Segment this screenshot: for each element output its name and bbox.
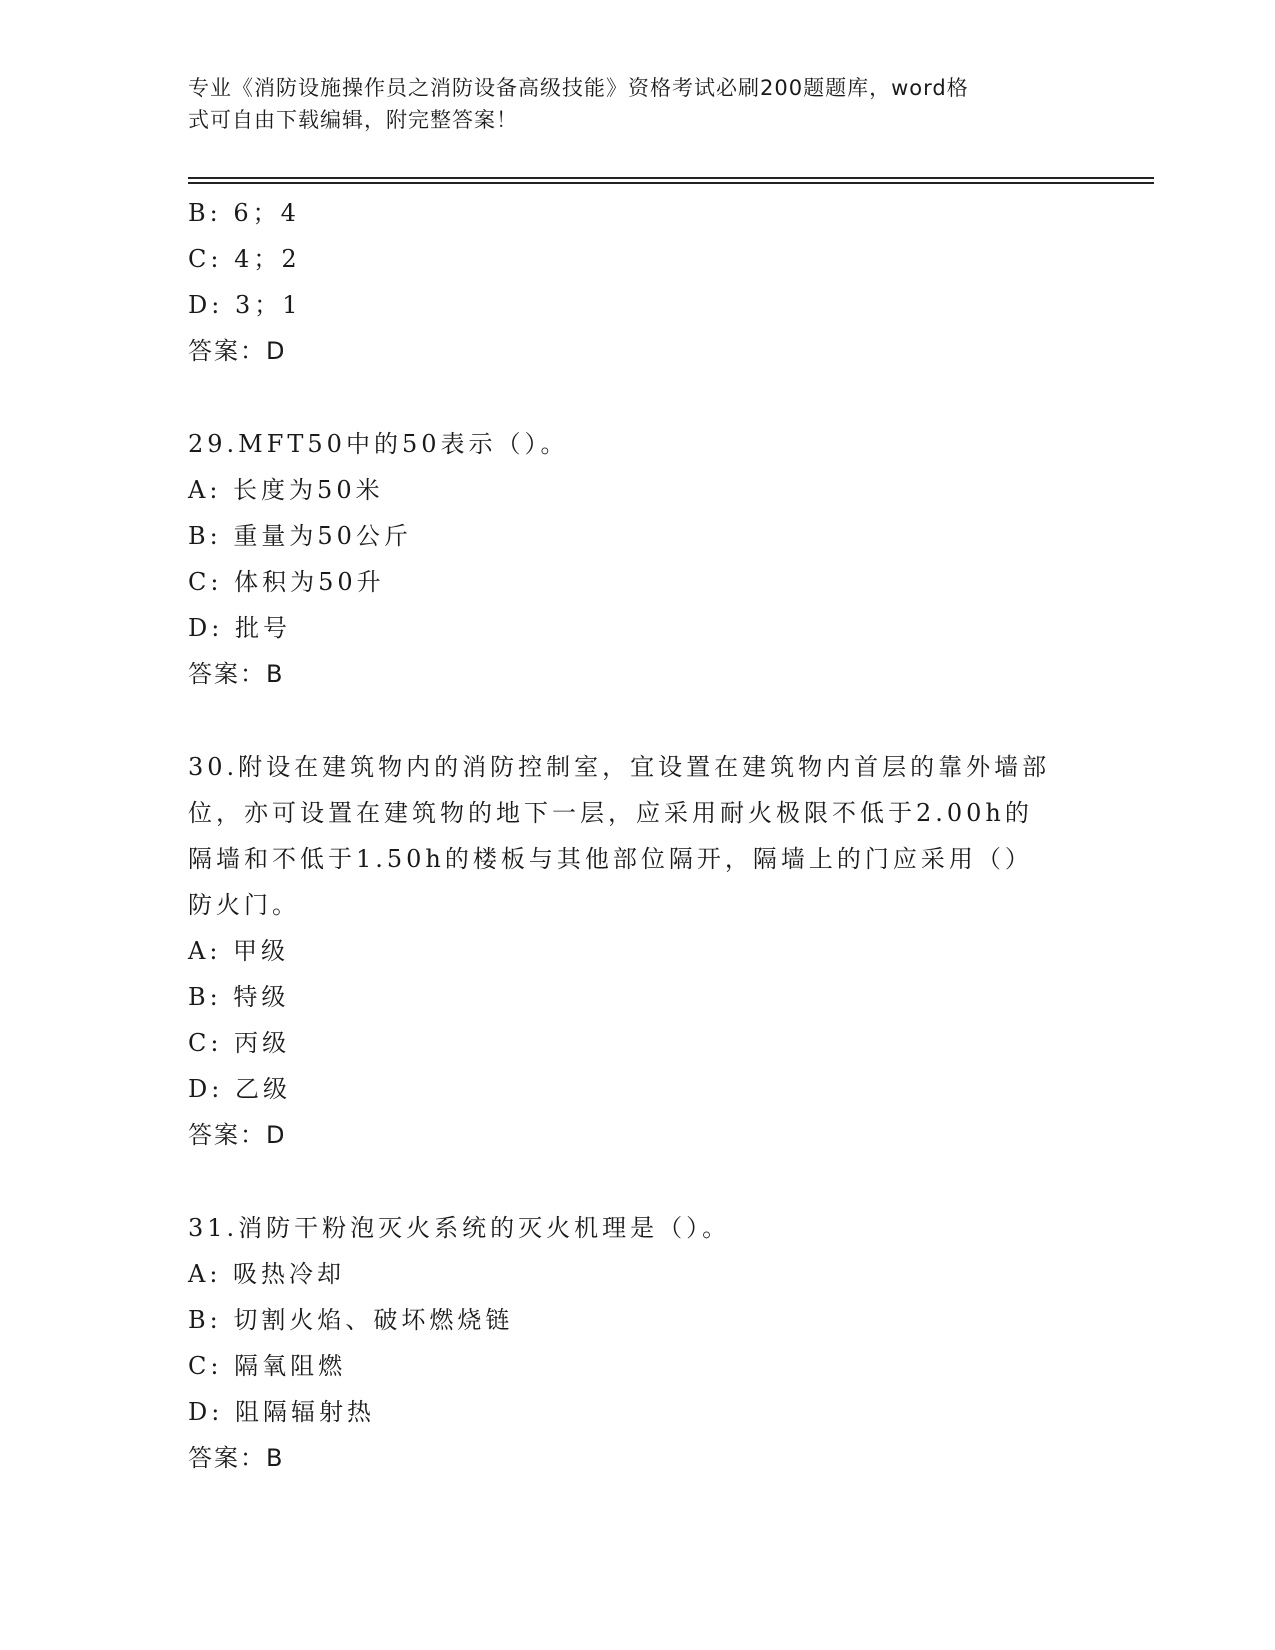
question-28-partial	[188, 190, 1088, 374]
option-a: A: 长度为50米	[188, 476, 384, 504]
question-list	[188, 190, 1088, 1481]
option-a: A: 吸热冷却	[188, 1260, 346, 1288]
question-text-line-2: 位，亦可设置在建筑物的地下一层，应采用耐火极限不低于2.00h的	[188, 799, 1033, 827]
question-text-line-3: 隔墙和不低于1.50h的楼板与其他部位隔开，隔墙上的门应采用（）	[188, 845, 1033, 873]
header-divider-top	[188, 177, 1154, 179]
answer: 答案：B	[188, 1444, 285, 1472]
option-c: C: 隔氧阻燃	[188, 1352, 347, 1380]
option-d: D: 3；1	[188, 291, 302, 319]
option-c: C: 4；2	[188, 245, 301, 273]
question-text: 31.消防干粉泡灭火系统的灭火机理是（）。	[188, 1214, 731, 1242]
option-c: C: 体积为50升	[188, 568, 385, 596]
question-text-line-4: 防火门。	[188, 891, 300, 919]
option-a: A: 甲级	[188, 937, 290, 965]
option-d: D: 乙级	[188, 1075, 291, 1103]
question-text: 29.MFT50中的50表示（）。	[188, 430, 569, 458]
question-31	[188, 1205, 1088, 1481]
question-text-line-1: 30.附设在建筑物内的消防控制室，宜设置在建筑物内首层的靠外墙部	[188, 753, 1051, 781]
question-30	[188, 744, 1088, 1158]
header-divider-bottom	[188, 182, 1154, 184]
option-c: C: 丙级	[188, 1029, 291, 1057]
option-b: B: 6；4	[188, 199, 300, 227]
answer: 答案：B	[188, 660, 285, 688]
option-b: B: 切割火焰、破坏燃烧链	[188, 1306, 514, 1334]
question-29	[188, 421, 1088, 697]
option-d: D: 批号	[188, 614, 291, 642]
option-d: D: 阻隔辐射热	[188, 1398, 375, 1426]
document-header	[188, 72, 1088, 136]
option-b: B: 特级	[188, 983, 290, 1011]
header-line-2: 式可自由下载编辑，附完整答案！	[188, 108, 518, 132]
answer: 答案：D	[188, 337, 287, 365]
header-line-1: 专业《消防设施操作员之消防设备高级技能》资格考试必刷200题题库，word格	[188, 76, 969, 100]
option-b: B: 重量为50公斤	[188, 522, 412, 550]
answer: 答案：D	[188, 1121, 287, 1149]
